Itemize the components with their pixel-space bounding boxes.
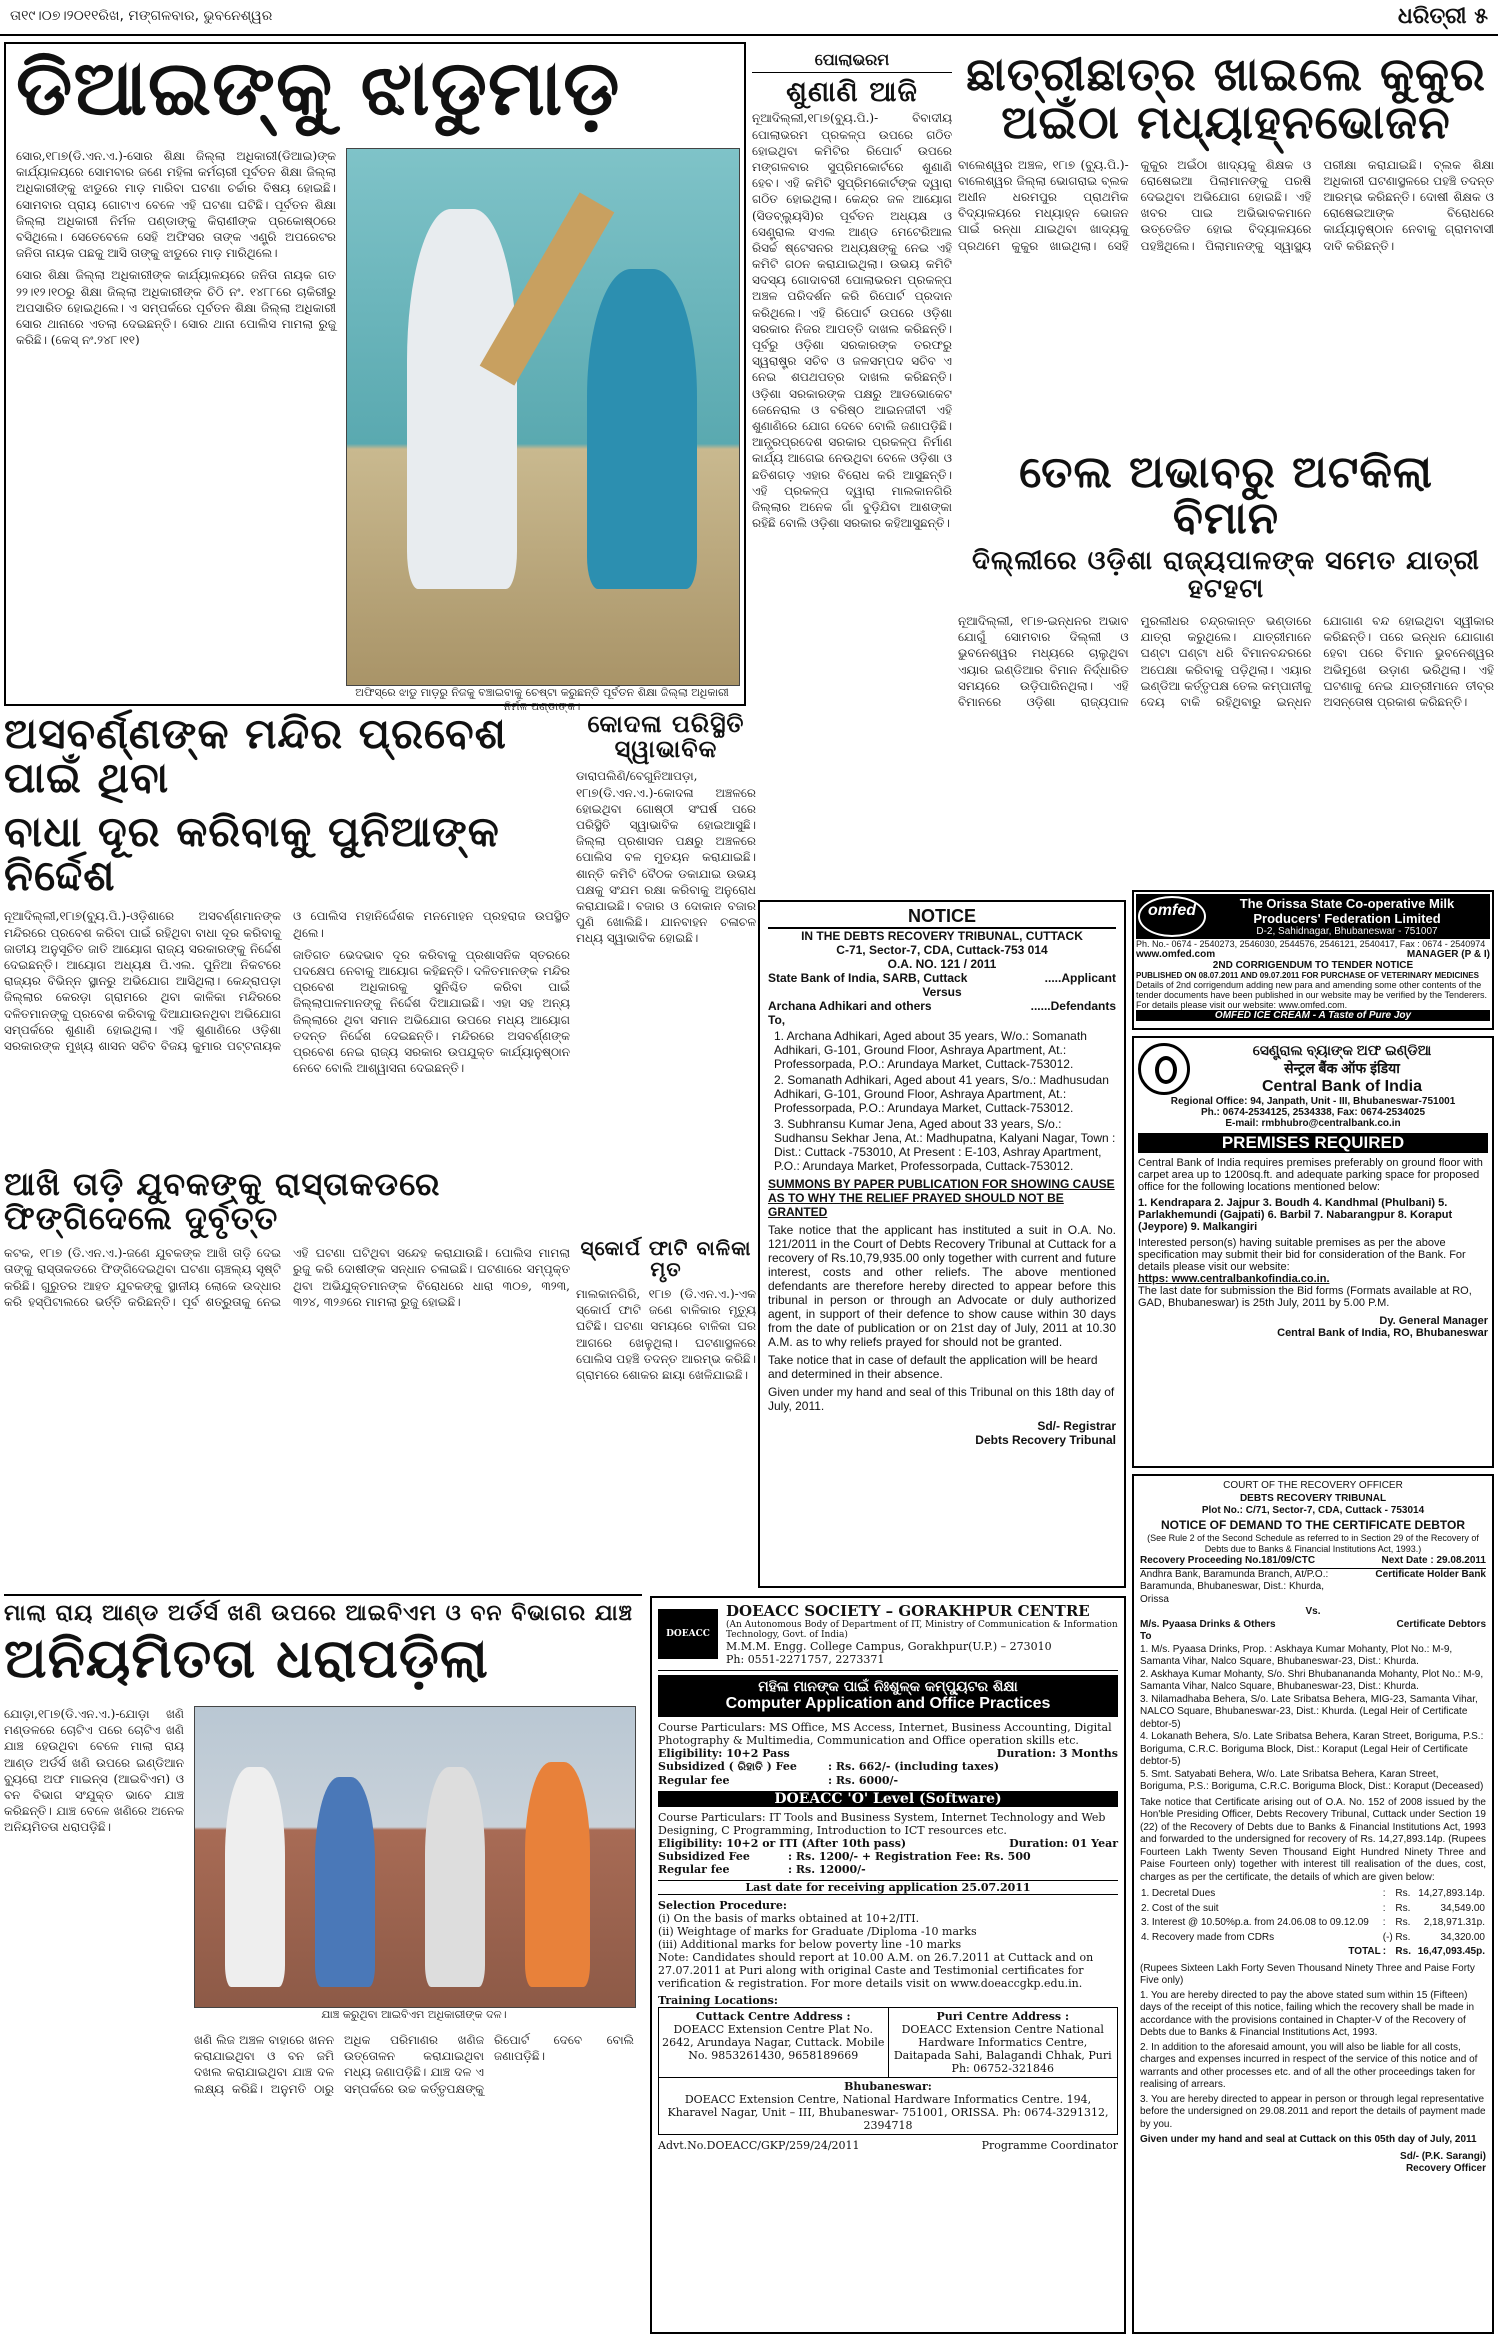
doeacc-bbsr-addr: DOEACC Extension Centre, National Hardware Informatics Centre. 194, Kharavel Nagar, Unit – III, Bhubaneswar- 751001, ORISSA. Ph: 0674-3291312, 2394718 <box>667 2093 1109 2132</box>
section-label: ଧରିତ୍ରୀ ୫ <box>1397 4 1488 29</box>
drt-address: C-71, Sector-7, CDA, Cuttack-753 014 <box>836 943 1048 957</box>
ad-omfed <box>1132 890 1494 1030</box>
drt-defendants: Archana Adhikari and others <box>768 999 932 1013</box>
cert-body: Take notice that Certificate arising out of O.A. No. 152 of 2008 issued by the Hon'ble Presiding Officer, Debts Recovery Tribunal, Cuttack under Section 19 (22) of the Recovery of Debts due to Banks & Financial Institutions Act, 1993 and forwarded to the undersigned for recovery of Rs. 14,27,893.14p. (Rupees Fourteen Lakh Twenty Seven Thousand Eight Hundred Ninety Three and Paise Fourteen only) together with interest till realisation of the dues, cost, charges as per the certificate, the details of which are given below: <box>1140 1796 1486 1883</box>
story-eye <box>4 1165 570 1588</box>
temple-headline-1: ଅସବର୍ଣ୍ଣଙ୍କ ମନ୍ଦିର ପ୍ରବେଶ ପାଇଁ ଥିବା <box>4 709 507 803</box>
drt-person-3: 3. Subhransu Kumar Jena, Aged about 33 years, S/o.: Sudhansu Sekhar Jena, At.: Madhupatna, Kalyani Nagar, Town : Dist.: Cuttack -753010, At Present : E-103, Ashray Apartment, P.O.: Arundaya Market, Professorpada, Cuttack-753012. <box>774 1117 1116 1173</box>
doeacc-c1-subs: Subsidized ( ରିହାତି ) Fee <box>658 1760 797 1773</box>
person-figure-2 <box>315 1777 375 1987</box>
mining-body-left: ଯୋଡ଼ା,୧୮ା୭(ଡି.ଏନ.ଏ.)-ଯୋଡ଼ା ଖଣି ମଣ୍ଡଳରେ ଚୋଟିଏ ପରେ ଚୋଟିଏ ଖଣି ଯାଞ୍ଚ ହେଉଥିବା ବେଳେ ମାଲା ରାୟ ଆଣ୍ଡ ଅର୍ଡର୍ସ ଖଣି ଉପରେ ଇଣ୍ଡିଆନ ବ୍ୟୁରୋ ଅଫ ମାଇନ୍ସ (ଆଇବିଏମ) ଓ ବନ ବିଭାଗ ସଂଯୁକ୍ତ ଭାବେ ଯାଞ୍ଚ କରିଛନ୍ତି। ଯାଞ୍ଚ ବେଳେ ଖଣିରେ ଅନେକ ଅନିୟମିତତା ଧରାପଡ଼ିଛି। <box>4 1707 184 1835</box>
child-body: ମାଲକାନଗିରି, ୧୮ା୭ (ଡି.ଏନ.ଏ.)-ଏକ ସ୍କୋର୍ପ ଫାଟି ଜଣେ ବାଳିକାର ମୃତ୍ୟୁ ଘଟିଛି। ଘଟଣା ସମୟରେ ବାଳିକା ଘର ଆଗରେ ଖେଳୁଥିଲା। ଘଟଣାସ୍ଥଳରେ ପୋଲିସ ପହଞ୍ଚି ତଦନ୍ତ ଆରମ୍ଭ କରିଛି। ଗ୍ରାମରେ ଶୋକର ଛାୟା ଖେଳିଯାଇଛି। <box>576 1287 756 1382</box>
drt-applicant: State Bank of India, SARB, Cuttack <box>768 971 968 985</box>
cert-debtors-label: M/s. Pyaasa Drinks & Others <box>1140 1618 1276 1630</box>
mining-kicker: ମାଲା ରାୟ ଆଣ୍ଡ ଅର୍ଡର୍ସ ଖଣି ଉପରେ ଆଇବିଏମ ଓ ବନ ବିଭାଗର ଯାଞ୍ଚ <box>4 1601 633 1626</box>
kodala-headline-2: ସ୍ୱାଭାବିକ <box>614 735 718 764</box>
omfed-title-2: Producers' Federation Limited <box>1253 911 1441 926</box>
mining-photo <box>194 1706 636 2008</box>
table-cell: Rs. <box>1395 1902 1411 1914</box>
doeacc-bbsr-title: Bhubaneswar: <box>844 2080 932 2093</box>
cbi-body: Central Bank of India requires premises preferably on ground floor with carpet area up to 1200sq.ft. and adequate parking space for proposed office for the following locations mentioned below: <box>1138 1157 1483 1193</box>
doeacc-phone: Ph: 0551-2271757, 2273371 <box>726 1653 885 1666</box>
cbi-body-2: Interested person(s) having suitable premises as per the above specification may submit their bid for consideration of the Bank. For details please visit our website: <box>1138 1237 1466 1273</box>
eye-headline: ଆଖି ତାଡ଼ି ଯୁବକଙ୍କୁ ରାସ୍ତାକଡରେ ଫିଙ୍ଗିଦେଲେ ଦୁର୍ବୃତ୍ତ <box>4 1165 441 1237</box>
doeacc-logo: DOEACC <box>658 1609 718 1659</box>
table-cell: (-) <box>1382 1931 1393 1943</box>
cert-point-3: 3. You are hereby directed to appear in person or through legal representative before the undersigned on 29.08.2011 and report the details of payment made by you. <box>1140 2093 1486 2130</box>
drt-body: Take notice that the applicant has instituted a suit in O.A. No. 121/2011 in the Court of Debts Recovery Tribunal at Cuttack for a recovery of Rs.10,79,935.00 only together with current and future interest, costs and other reliefs. The above mentioned defendants are therefore hereby directed to appear before this tribunal in person or through an Advocate or duly authorized agent, in support of their defence to show cause within 30 days from the date of publication or on 21st day of July, 2011 at 10.30 A.M. as to why reliefs prayed for should not be granted. <box>768 1223 1116 1349</box>
table-cell: : <box>1382 1888 1386 1899</box>
table-row <box>1140 1916 1486 1931</box>
omfed-corr-sub: PUBLISHED ON 08.07.2011 AND 09.07.2011 FOR PURCHASE OF VETERINARY MEDICINES <box>1136 971 1479 980</box>
table-cell <box>1140 1945 1151 1960</box>
doeacc-sel-note: Note: Candidates should report at 10.00 A.M. on 26.7.2011 at Cuttack and on 27.07.2011 at Puri along with original Caste and Testimonial certificates for verification & registration. For more details visit on www.doeaccgkp.edu.in. <box>658 1951 1094 1990</box>
cbi-locations: 1. Kendrapara 2. Jajpur 3. Boudh 4. Kandhmal (Phulbani) 5. Parlakhemundi (Gajpati) 6. Barbil 7. Nabarangpur 8. Koraput (Jeypore) 9. Malkangiri <box>1138 1197 1453 1233</box>
story-child <box>576 1238 756 1588</box>
table-cell: : <box>1382 1917 1386 1928</box>
cbi-web[interactable]: https: www.centralbankofindia.co.in. <box>1138 1273 1330 1285</box>
table-row <box>1140 1931 1486 1946</box>
woman-figure <box>587 269 697 589</box>
doeacc-adv: Advt.No.DOEACC/GKP/259/24/2011 <box>658 2139 860 2152</box>
mdm-headline-2: ଅଇଁଠା ମଧ୍ୟାହ୍ନଭୋଜନ <box>1001 95 1451 150</box>
kodala-body: ଡାରାପଲିଣି/ବେଗୁନିଆପଡ଼ା, ୧୮ା୭(ଡି.ଏନ.ଏ.)-କୋଦଳା ଅଞ୍ଚଳରେ ହୋଇଥିବା ଗୋଷ୍ଠୀ ସଂଘର୍ଷ ପରେ ପରିସ୍ଥିତି ସ୍ୱାଭାବିକ ହୋଇଆସୁଛି। ଜିଲ୍ଲା ପ୍ରଶାସନ ପକ୍ଷରୁ ଅଞ୍ଚଳରେ ପୋଲିସ ବଳ ମୁତୟନ କରାଯାଇଛି। ଶାନ୍ତି କମିଟି ବୈଠକ ଡକାଯାଇ ଉଭୟ ପକ୍ଷକୁ ସଂଯମ ରକ୍ଷା କରିବାକୁ ଅନୁରୋଧ କରାଯାଇଛି। ବଜାର ଓ ଦୋକାନ ବଜାର ପୁଣି ଖୋଲିଛି। ଯାନବାହନ ଚଳାଚଳ ମଧ୍ୟ ସ୍ୱାଭାବିକ ହୋଇଛି। <box>576 769 756 946</box>
story-di-para-1: ସୋର,୧୮ା୭(ଡି.ଏନ.ଏ.)-ସୋର ଶିକ୍ଷା ଜିଲ୍ଲା ଅଧିକାରୀ(ଡିଆଇ)ଙ୍କ କାର୍ଯ୍ୟାଳୟରେ ସୋମବାର ଜଣେ ମହିଳା କର୍ମଚାରୀ ପୂର୍ବତନ ଶିକ୍ଷା ଜିଲ୍ଲା ଅଧିକାରୀଙ୍କୁ ଝାଡୁରେ ମାଡ଼ ମାରିବା ଘଟଣା ଚର୍ଚ୍ଚାର ବିଷୟ ହୋଇଛି। ସୋମବାର ପ୍ରାୟ ଗୋଟାଏ ବେଳେ ଏହି ଘଟଣା ଘଟିଛି। ପୂର୍ବତନ ଶିକ୍ଷା ଜିଲ୍ଲା ଅଧିକାରୀ ନିର୍ମଳ ପଣ୍ଡାଙ୍କୁ କିରାଣୀଙ୍କ ପ୍ରକୋଷ୍ଠରେ ବସିଥିଲେ। ସେତେବେଳେ ସେହି ଅଫିସର ତାଙ୍କ ଏଣ୍ଟ୍ରି ଅପରେଟର ଜନିତା ନାୟକ ପଛକୁ ଆସି ତାଙ୍କୁ ଝାଡୁରେ ମାଡ଼ ମାରିଥିଲେ। <box>16 149 336 261</box>
cert-point-1: 1. You are hereby directed to pay the above stated sum within 15 (Fifteen) days of the receipt of this notice, failing which the recovery shall be made in accordance with the provisions contained in Chapter-V of the Recovery of Debts due to Banks & Financial Institutions Act, 1993. <box>1140 1989 1475 2038</box>
kodala-headline-1: କୋଦଳା ପରିସ୍ଥିତି <box>587 710 745 738</box>
mdm-headline-1: ଛାତ୍ରୀଛାତ୍ର ଖାଇଲେ କୁକୁର <box>966 47 1486 101</box>
table-cell: Rs. <box>1395 1917 1411 1928</box>
cbi-sign-1: Dy. General Manager <box>1379 1315 1488 1327</box>
omfed-title-1: The Orissa State Co-operative Milk <box>1239 896 1455 911</box>
drt-title: NOTICE <box>768 906 1116 929</box>
cbi-name-en: Central Bank of India <box>1261 1078 1423 1095</box>
plane-headline-2: ଦିଲ୍ଲୀରେ ଓଡ଼ିଶା ରାଜ୍ୟପାଳଙ୍କ ସମେତ ଯାତ୍ରୀ ହଟହଟା <box>972 546 1480 604</box>
omfed-web[interactable]: www.omfed.com <box>1136 949 1216 960</box>
table-cell: 3. <box>1141 1917 1150 1928</box>
story-di-broom <box>4 42 746 714</box>
cert-debtor-3: 3. Nilamadhaba Behera, S/o. Late Sribatsa Behera, MIG-23, Samanta Vihar, NALCO Square, Bhubaneswar-23, Dist.: Khurda. (Legal Heir of Certificate debtor-5) <box>1140 1693 1478 1730</box>
eye-body: କଟକ, ୧୮ା୭ (ଡି.ଏନ.ଏ.)-ଜଣେ ଯୁବକଙ୍କ ଆଖି ତାଡ଼ି ଦେଇ ତାଙ୍କୁ ରାସ୍ତାକଡରେ ଫିଙ୍ଗିଦେଇଥିବା ଘଟଣା ଚାଞ୍ଚଲ୍ୟ ସୃଷ୍ଟି କରିଛି। ଗୁରୁତର ଆହତ ଯୁବକଙ୍କୁ ସ୍ଥାନୀୟ ଲୋକେ ଉଦ୍ଧାର କରି ହସ୍ପିଟାଲରେ ଭର୍ତ୍ତି କରିଛନ୍ତି। ପୂର୍ବ ଶତ୍ରୁତାକୁ ନେଇ ଏହି ଘଟଣା ଘଟିଥିବା ସନ୍ଦେହ କରାଯାଉଛି। ପୋଲିସ ମାମଲା ରୁଜୁ କରି ଦୋଷୀଙ୍କ ସନ୍ଧାନ ଚଳାଇଛି। ଘଟଣାରେ ସମ୍ପୃକ୍ତ ଥିବା ଅଭିଯୁକ୍ତମାନଙ୍କ ବିରୋଧରେ ଧାରା ୩୦୭, ୩୨୩, ୩୨୪, ୩୨୬ରେ ମାମଲା ରୁଜୁ ହୋଇଛି। <box>4 1246 570 1309</box>
doeacc-last-date: Last date for receiving application 25.07.2011 <box>658 1880 1118 1895</box>
doeacc-puri-addr: DOEACC Extension Centre National Hardware Informatics Centre, Daitapada Sahi, Balagandi Chhak, Puri Ph: 06752-321846 <box>893 2023 1112 2075</box>
cert-sign-2: Recovery Officer <box>1405 2163 1486 2174</box>
drt-court: IN THE DEBTS RECOVERY TRIBUNAL, CUTTACK <box>801 929 1083 943</box>
doeacc-cut-addr: DOEACC Extension Centre Plat No. 2642, Arundaya Nagar, Cuttack. Mobile No. 9853261430, 9658189669 <box>662 2023 885 2062</box>
cbi-body-3: The last date for submission the Bid forms (Formats available at RO, GAD, Bhubaneswar) is 25th July, 2011 by 5.00 P.M. <box>1138 1285 1472 1309</box>
cbi-office: Regional Office: 94, Janpath, Unit - III, Bhubaneswar-751001 <box>1170 1096 1456 1107</box>
story-di-para-2: ସୋର ଶିକ୍ଷା ଜିଲ୍ଲା ଅଧିକାରୀଙ୍କ କାର୍ଯ୍ୟାଳୟରେ ଜନିତା ନାୟକ ଗତ ୨୨।୧୨।୧୦ରୁ ଶିକ୍ଷା ଜିଲ୍ଲା ଅଧିକାରୀଙ୍କ ଚିଠି ନଂ. ୧୪୮୮ରେ ଚାକିରୀରୁ ଅପସାରିତ ହୋଇଥିଲେ। ଏ ସମ୍ପର୍କରେ ପୂର୍ବତନ ଶିକ୍ଷା ଜିଲ୍ଲା ଅଧିକାରୀ ସୋର ଥାନାରେ ଏତଲା ଦେଇଛନ୍ତି। ସୋର ଥାନା ପୋଲିସ ମାମଲା ରୁଜୁ କରିଛି। (କେସ୍ ନଂ.୨୪୮।୧୧) <box>16 268 336 348</box>
doeacc-banner-en: Computer Application and Office Practices <box>725 1695 1051 1712</box>
table-cell: Rs. <box>1395 1931 1411 1943</box>
ad-central-bank <box>1132 1036 1494 1468</box>
person-figure-4 <box>525 1762 590 1987</box>
omfed-tagline: OMFED ICE CREAM - A Taste of Pure Joy <box>1136 1010 1490 1021</box>
table-row <box>1140 1902 1486 1917</box>
temple-para-1: ନୂଆଦିଲ୍ଲୀ,୧୮ା୭(ବ୍ୟୁ.ପି.)-ଓଡ଼ିଶାରେ ଅସବର୍ଣ୍ଣମାନଙ୍କ ମନ୍ଦିରରେ ପ୍ରବେଶ କରିବା ପାଇଁ ରହିଥିବା ବାଧା ଦୂର କରିବାକୁ ଜାତୀୟ ଅନୁସୂଚିତ ଜାତି ଆୟୋଗ ରାଜ୍ୟ ସରକାରଙ୍କୁ ନିର୍ଦ୍ଦେଶ ଦେଇଛନ୍ତି। ଆୟୋଗ ଅଧ୍ୟକ୍ଷ ପି.ଏଲ. ପୁନିଆ ନିକଟରେ ରାଜ୍ୟର ବିଭିନ୍ନ ସ୍ଥାନରୁ ଅଭିଯୋଗ ଆସିଥିଲା। କେନ୍ଦ୍ରାପଡ଼ା ଜିଲ୍ଲାର କେରଡ଼ା ଗ୍ରାମରେ ଥିବା କାଳିକା ମନ୍ଦିରରେ ଦଳିତମାନଙ୍କୁ ପ୍ରବେଶ କରିବାକୁ ଦିଆଯାଉନଥିବା ଅଭିଯୋଗ ସମ୍ପର୍କରେ ଶୁଣାଣି ହୋଇଥିଲା। ଏହି ଶୁଣାଣିରେ ଓଡ଼ିଶା ସରକାରଙ୍କ ମୁଖ୍ୟ ଶାସନ ସଚିବ ବିଜୟ କୁମାର ପଟ୍ଟନାୟକ ଓ ପୋଲିସ ମହାନିର୍ଦ୍ଦେଶକ ମନମୋହନ ପ୍ରହରାଜ ଉପସ୍ଥିତ ଥିଲେ। <box>4 909 570 1053</box>
doeacc-puri-title: Puri Centre Address : <box>936 2010 1069 2023</box>
omfed-logo: omfed <box>1138 896 1206 937</box>
table-cell: 2. <box>1141 1902 1150 1914</box>
mining-caption: ଯାଞ୍ଚ କରୁଥିବା ଆଇବିଏମ ଅଧିକାରୀଙ୍କ ଦଳ। <box>321 2008 507 2021</box>
story-polavaram <box>752 50 952 890</box>
table-row <box>1140 1887 1486 1902</box>
cbi-sign-2: Central Bank of India, RO, Bhubaneswar <box>1277 1327 1488 1339</box>
table-cell: 4. <box>1141 1931 1150 1943</box>
cert-holder: Andhra Bank, Baramunda Branch, At/P.O.: Baramunda, Bhubaneswar, Dist.: Khurda, Orissa <box>1140 1568 1329 1605</box>
cert-to: To <box>1140 1631 1152 1642</box>
doeacc-c2-reg: Regular fee <box>658 1863 730 1876</box>
story-mining <box>4 1594 642 2334</box>
omfed-manager: MANAGER (P & I) <box>1406 949 1490 960</box>
doeacc-c2-dur: Duration: 01 Year <box>1009 1837 1118 1850</box>
doeacc-train-title: Training Locations: <box>658 1994 778 2007</box>
cert-rp: Recovery Proceeding No.181/09/CTC <box>1140 1555 1316 1566</box>
cert-debtor-2: 2. Askhaya Kumar Mohanty, S/o. Shri Bhubanananda Mohanty, Plot No.: M-9, Samanta Vihar, Nalco Square, Bhubaneswar-23, Dist.: Khurda. <box>1140 1668 1484 1692</box>
dateline: ତା୧୯।୦୭।୨୦୧୧ରିଖ, ମଙ୍ଗଳବାର, ଭୁବନେଶ୍ୱର <box>10 8 273 24</box>
notice-drt <box>758 900 1126 1588</box>
omfed-phone: Ph. No.- 0674 - 2540273, 2546030, 2544576, 2546121, 2540417, Fax : 0674 - 2540974 <box>1136 939 1486 949</box>
cbi-name-or: ସେଣ୍ଟ୍ରାଲ ବ୍ୟାଙ୍କ ଅଫ ଇଣ୍ଡିଆ <box>1252 1042 1432 1058</box>
mdm-body: ବାଲେଶ୍ୱର ଅଞ୍ଚଳ, ୧୮ା୭ (ବ୍ୟୁ.ପି.)-ବାଲେଶ୍ୱର ଜିଲ୍ଲା ଭୋଗରାଇ ବ୍ଲକ ଅଧୀନ ଧରମପୁର ପ୍ରାଥମିକ ବିଦ୍ୟାଳୟରେ ମଧ୍ୟାହ୍ନ ଭୋଜନ ପାଇଁ ରନ୍ଧା ଯାଇଥିବା ଖାଦ୍ୟକୁ ପ୍ରଥମେ କୁକୁର ଖାଇଥିଲା। ସେହି କୁକୁର ଅଇଁଠା ଖାଦ୍ୟକୁ ଶିକ୍ଷକ ଓ ରୋଷେଇଆ ପିଲାମାନଙ୍କୁ ପରଷି ଦେଇଥିବା ଅଭିଯୋଗ ହୋଇଛି। ଏହି ଖବର ପାଇ ଅଭିଭାବକମାନେ ଉତ୍ତେଜିତ ହୋଇ ବିଦ୍ୟାଳୟରେ ପହଞ୍ଚିଥିଲେ। ପିଲାମାନଙ୍କୁ ସ୍ୱାସ୍ଥ୍ୟ ପରୀକ୍ଷା କରାଯାଇଛି। ବ୍ଲକ ଶିକ୍ଷା ଅଧିକାରୀ ଘଟଣାସ୍ଥଳରେ ପହଞ୍ଚି ତଦନ୍ତ ଆରମ୍ଭ କରିଛନ୍ତି। ଦୋଷୀ ଶିକ୍ଷକ ଓ ରୋଷେଇଆଙ୍କ ବିରୋଧରେ କାର୍ଯ୍ୟାନୁଷ୍ଠାନ ନେବାକୁ ଗ୍ରାମବାସୀ ଦାବି କରିଛନ୍ତି। <box>958 157 1494 253</box>
table-cell: 2,18,971.31p. <box>1423 1917 1485 1928</box>
doeacc-c2-elig: Eligibility: 10+2 or ITI (After 10th pass) <box>658 1837 907 1850</box>
table-cell: Interest @ 10.50%p.a. from 24.06.08 to 09.12.09 <box>1151 1917 1369 1928</box>
cbi-email: E-mail: rmbhubro@centralbank.co.in <box>1225 1118 1401 1129</box>
doeacc-sub-1: (An Autonomous Body of Department of IT, Ministry of Communication & Information Technology, Govt. of India) <box>726 1620 1118 1640</box>
cert-next-date: Next Date : 29.08.2011 <box>1381 1555 1486 1566</box>
drt-body-2: Take notice that in case of default the application will be heard and determined in their absence. <box>768 1353 1098 1381</box>
story-di-caption: ଅଫିସ୍‌ରେ ଝାଡୁ ମାଡ଼ରୁ ନିଜକୁ ବଞ୍ଚାଇବାକୁ ଚେଷ୍ଟା କରୁଛନ୍ତି ପୂର୍ବତନ ଶିକ୍ଷା ଜିଲ୍ଲା ଅଧିକାରୀ ନିର୍ମଳ ପଣ୍ଡାଙ୍କ। <box>355 686 729 714</box>
cert-given: Given under my hand and seal at Cuttack on this 05th day of July, 2011 <box>1140 2134 1477 2145</box>
drt-to: To, <box>768 1013 786 1027</box>
temple-headline-2: ବାଧା ଦୂର କରିବାକୁ ପୁନିଆଙ୍କ ନିର୍ଦ୍ଦେଶ <box>4 807 500 901</box>
notice-certificate-debtor <box>1132 1474 1494 2334</box>
cert-point-2: 2. In addition to the aforesaid amount, you will also be liable for all costs, charges and expenses incurred in respect of the service of this notice and of warrants and other processes etc. and of all the other proceedings taken for realising of arrears. <box>1140 2041 1478 2090</box>
table-cell: Cost of the suit <box>1151 1902 1219 1914</box>
person-figure-1 <box>225 1767 285 1987</box>
omfed-addr: D-2, Sahidnagar, Bhubaneswar - 751007 <box>1256 926 1438 937</box>
temple-para-2: ଜାତିଗତ ଭେଦଭାବ ଦୂର କରିବାକୁ ପ୍ରଶାସନିକ ସ୍ତରରେ ପଦକ୍ଷେପ ନେବାକୁ ଆୟୋଗ କହିଛନ୍ତି। ଦଳିତମାନଙ୍କ ମନ୍ଦିର ପ୍ରବେଶ ଅଧିକାରକୁ ସୁନିଶ୍ଚିତ କରିବା ପାଇଁ ଜିଲ୍ଲାପାଳମାନଙ୍କୁ ନିର୍ଦ୍ଦେଶ ଦିଆଯାଇଛି। ଏହା ସହ ଅନ୍ୟ ଜିଲ୍ଲାରେ ଥିବା ସମାନ ଅଭିଯୋଗ ଉପରେ ମଧ୍ୟ ଆୟୋଗ ତଦନ୍ତ ନିର୍ଦ୍ଦେଶ ଦେଇଛନ୍ତି। ମନ୍ଦିରରେ ଅସବର୍ଣ୍ଣଙ୍କ ପ୍ରବେଶ ନେଇ ରାଜ୍ୟ ସରକାର ଉପଯୁକ୍ତ କାର୍ଯ୍ୟାନୁଷ୍ଠାନ ନେବେ ବୋଲି ଆଶ୍ୱାସନା ଦେଇଛନ୍ତି। <box>293 947 570 1076</box>
mining-headline: ଅନିୟମିତତା ଧରାପଡ଼ିଲା <box>4 1627 489 1691</box>
drt-body-3: Given under my hand and seal of this Tribunal on this 18th day of July, 2011. <box>768 1385 1115 1413</box>
cbi-banner: PREMISES REQUIRED <box>1138 1133 1488 1153</box>
person-figure-3 <box>425 1767 485 1987</box>
drt-sign-2: Debts Recovery Tribunal <box>975 1433 1116 1447</box>
doeacc-sel-title: Selection Procedure: <box>658 1899 787 1912</box>
cert-addr: Plot No.: C/71, Sector-7, CDA, Cuttack - 753014 <box>1201 1505 1425 1516</box>
cbi-logo-icon <box>1138 1043 1190 1095</box>
doeacc-c1-particulars: Course Particulars: MS Office, MS Access, Internet, Business Accounting, Digital Photography & Multimedia, Communication and Office operation skills etc. <box>658 1721 1112 1747</box>
doeacc-c2-title: DOEACC 'O' Level (Software) <box>658 1791 1118 1807</box>
story-di-body <box>16 148 336 698</box>
cert-subtitle: (See Rule 2 of the Second Schedule as referred to in Section 29 of the Recovery of Debts due to Banks & Financial Institutions Act, 1993.) <box>1147 1532 1479 1554</box>
temple-body <box>4 908 570 1208</box>
polavaram-body: ନୂଆଦିଲ୍ଲୀ,୧୮ା୭(ବ୍ୟୁ.ପି.)- ବିବାଦୀୟ ପୋଲାଭରମ ପ୍ରକଳ୍ପ ଉପରେ ଗଠିତ ହୋଇଥିବା କମିଟିର ରିପୋର୍ଟ ଉପରେ ମଙ୍ଗଳବାର ସୁପ୍ରିମକୋର୍ଟରେ ଶୁଣାଣି ହେବ। ଏହି କମିଟି ସୁପ୍ରିମକୋର୍ଟଙ୍କ ଦ୍ୱାରା ଗଠିତ ହୋଇଥିଲା। କେନ୍ଦ୍ର ଜଳ ଆୟୋଗ (ସିଡବ୍ଲ୍ୟୁସି)ର ପୂର୍ବତନ ଅଧ୍ୟକ୍ଷ ଓ ସେଣ୍ଟ୍ରାଲ ସଏଲ ଆଣ୍ଡ ମେଟେରିଆଲ ରିସର୍ଚ୍ଚ ଷ୍ଟେସନର ଅଧ୍ୟକ୍ଷଙ୍କୁ ନେଇ ଏହି କମିଟି ଗଠନ କରାଯାଇଥିଲା। ଉଭୟ କମିଟି ସଦସ୍ୟ ଗୋଦାବରୀ ପୋଲାଭରମ ପ୍ରକଳ୍ପ ଅଞ୍ଚଳ ପରିଦର୍ଶନ କରି ରିପୋର୍ଟ ପ୍ରଦାନ କରିଥିଲେ। ଏହି ରିପୋର୍ଟ ଉପରେ ଓଡ଼ିଶା ସରକାର ନିଜର ଆପତ୍ତି ଦାଖଲ କରିଛନ୍ତି। ପୂର୍ବରୁ ଓଡ଼ିଶା ସରକାରଙ୍କ ତରଫରୁ ସ୍ୱରାଷ୍ଟ୍ର ସଚିବ ଓ ଜଳସମ୍ପଦ ସଚିବ ଏ ନେଇ ଶପଥପତ୍ର ଦାଖଲ କରିଛନ୍ତି। ଓଡ଼ିଶା ସରକାରଙ୍କ ପକ୍ଷରୁ ଆଡଭୋକେଟ ଜେନେରାଲ ଓ ବରିଷ୍ଠ ଆଇନଜୀବୀ ଏହି ଶୁଣାଣିରେ ଯୋଗ ଦେବେ ବୋଲି ଜଣାପଡ଼ିଛି। ଆନ୍ଧ୍ରପ୍ରଦେଶ ସରକାର ପ୍ରକଳ୍ପ ନିର୍ମାଣ କାର୍ଯ୍ୟ ଆଗେଇ ନେଉଥିବା ବେଳେ ଓଡ଼ିଶା ଓ ଛତିଶଗଡ଼ ଏହାର ବିରୋଧ କରି ଆସୁଛନ୍ତି। ଏହି ପ୍ରକଳ୍ପ ଦ୍ୱାରା ମାଲକାନଗିରି ଜିଲ୍ଲାର ଅନେକ ଗାଁ ବୁଡ଼ିଯିବା ଆଶଙ୍କା ରହିଛି ବୋଲି ଓଡ଼ିଶା ସରକାର କହିଆସୁଛନ୍ତି। <box>752 111 952 531</box>
doeacc-c1-reg: Regular fee <box>658 1774 730 1787</box>
doeacc-sel-2: (ii) Weightage of marks for Graduate /Diploma -10 marks <box>658 1925 977 1938</box>
doeacc-c1-elig: Eligibility: 10+2 Pass <box>658 1747 790 1760</box>
story-plane <box>958 447 1494 890</box>
story-kodala <box>576 712 756 972</box>
omfed-corr-title: 2ND CORRIGENDUM TO TENDER NOTICE <box>1212 960 1414 971</box>
page-header <box>0 0 1498 36</box>
doeacc-sel-3: (iii) Additional marks for below poverty line -10 marks <box>658 1938 962 1951</box>
table-cell: 14,27,893.14p. <box>1418 1888 1485 1899</box>
cert-tribunal: DEBTS RECOVERY TRIBUNAL <box>1239 1492 1387 1504</box>
drt-summons-heading: SUMMONS BY PAPER PUBLICATION FOR SHOWING CAUSE AS TO WHY THE RELIEF PRAYED SHOULD NOT BE GRANTED <box>768 1177 1115 1219</box>
drt-oa: O.A. NO. 121 / 2011 <box>887 957 997 971</box>
table-cell: 34,320.00 <box>1440 1931 1485 1943</box>
cert-debtor-4: 4. Lokanath Behera, S/o. Late Sribatsa Behera, Karan Street, Boriguma, P.S.: Boriguma, C.R.C. Boriguma Block, Dist.: Koraput (Legal Heir of Certificate debtor-5) <box>1140 1731 1484 1767</box>
drt-defendants-role: ......Defendants <box>1030 999 1116 1013</box>
table-row <box>1140 1945 1486 1960</box>
story-midday-meal <box>958 47 1494 445</box>
polavaram-headline: ଶୁଣାଣି ଆଜି <box>786 75 918 108</box>
omfed-corr-body: Details of 2nd corrigendum adding new para and amending some other contents of the tender documents have been published in our website may be verified by the Tenderers. For details please visit our website: www.omfed.com. <box>1136 980 1488 1010</box>
cert-debtors-role: Certificate Debtors <box>1396 1618 1486 1630</box>
table-cell: : <box>1382 1902 1386 1914</box>
cert-sign-1: Sd/- (P.K. Sarangi) <box>1400 2150 1486 2162</box>
doeacc-banner-or: ମହିଳା ମାନଙ୍କ ପାଇଁ ନିଃଶୁଳ୍କ କମ୍ପ୍ୟୁଟର ଶିକ୍ଷା <box>758 1679 1018 1695</box>
cbi-phone: Ph.: 0674-2534125, 2534338, Fax: 0674-2534025 <box>1200 1107 1426 1118</box>
table-cell: Decretal Dues <box>1151 1888 1216 1899</box>
doeacc-sel-1: (i) On the basis of marks obtained at 10+2/ITI. <box>658 1912 920 1925</box>
ad-doeacc <box>650 1596 1126 2334</box>
cert-vs: Vs. <box>1305 1606 1321 1617</box>
doeacc-c2-subs: Subsidized Fee <box>658 1850 750 1863</box>
doeacc-sub-2: M.M.M. Engg. College Campus, Gorakhpur(U.P.) – 273010 <box>726 1640 1052 1653</box>
cert-debtor-1: 1. M/s. Pyaasa Drinks, Prop. : Askhaya Kumar Mohanty, Plot No.: M-9, Samanta Vihar, Nalco Square, Bhubaneswar-23, Dist.: Khurda. <box>1140 1643 1453 1667</box>
doeacc-cut-title: Cuttack Centre Address : <box>695 2010 851 2023</box>
table-cell: TOTAL <box>1348 1946 1381 1957</box>
plane-headline-1: ତେଲ ଅଭାବରୁ ଅଟକିଲା ବିମାନ <box>1019 447 1433 545</box>
polavaram-kicker: ପୋଲାଭରମ <box>752 50 952 73</box>
cert-debtor-5: 5. Smt. Satyabati Behera, W/o. Late Sribatsa Behera, Karan Street, Boriguma, P.S.: Boriguma, C.R.C. Boriguma Block, Dist.: Koraput (Deceased) <box>1140 1768 1484 1792</box>
table-cell: Rs. <box>1395 1888 1411 1899</box>
drt-person-1: 1. Archana Adhikari, Aged about 35 years, W/o.: Somanath Adhikari, G-101, Ground Floor, Ashraya Apartment, At.: Professorpada, P.O.: Arundaya Market, Cuttack-753012. <box>774 1029 1087 1071</box>
doeacc-c2-particulars: Course Particulars: IT Tools and Business System, Internet Technology and Web Designing, C Programming, Introduction to ICT resources etc. <box>658 1811 1106 1837</box>
doeacc-title: DOEACC SOCIETY – GORAKHPUR CENTRE <box>726 1602 1090 1620</box>
cert-court: COURT OF THE RECOVERY OFFICER <box>1223 1480 1403 1491</box>
story-temple <box>4 709 570 1164</box>
story-di-headline: ଡିଆଇଙ୍କୁ ଝାଡୁମାଡ଼ <box>16 43 621 132</box>
drt-versus: Versus <box>922 985 962 999</box>
drt-applicant-role: .....Applicant <box>1044 971 1116 985</box>
story-di-photo <box>346 148 740 686</box>
cert-title: NOTICE OF DEMAND TO THE CERTIFICATE DEBTOR <box>1160 1517 1465 1532</box>
man-figure <box>407 209 517 589</box>
table-cell: 1. <box>1141 1888 1150 1899</box>
cert-dues-table <box>1140 1887 1486 1960</box>
mining-body-right: ଖଣି ଲିଜ ଅଞ୍ଚଳ ବାହାରେ ଖନନ କରାଯାଇଥିବା ଓ ବନ ଜମି ଦଖଲ କରାଯାଇଥିବା ଯାଞ୍ଚ ଦଳ ଲକ୍ଷ୍ୟ କରିଛି। ଅନୁମତି ଠାରୁ ଅଧିକ ପରିମାଣର ଖଣିଜ ଉତ୍ତୋଳନ କରାଯାଇଥିବା ମଧ୍ୟ ଜଣାପଡ଼ିଛି। ଯାଞ୍ଚ ଦଳ ଏ ସମ୍ପର୍କରେ ଉଚ୍ଚ କର୍ତ୍ତୃପକ୍ଷଙ୍କୁ ରିପୋର୍ଟ ଦେବେ ବୋଲି ଜଣାପଡ଼ିଛି। <box>194 2033 634 2096</box>
child-headline: ସ୍କୋର୍ପ ଫାଟି ବାଳିକା ମୃତ <box>580 1236 752 1281</box>
doeacc-c2-subs-amt: : Rs. 1200/- + Registration Fee: Rs. 500 <box>788 1850 1031 1863</box>
doeacc-c1-dur: Duration: 3 Months <box>996 1747 1118 1760</box>
plane-body: ନୂଆଦିଲ୍ଲୀ, ୧୮ା୭-ଇନ୍ଧନର ଅଭାବ ଯୋଗୁଁ ସୋମବାର ଦିଲ୍ଲୀ ଓ ଭୁବନେଶ୍ୱର ମଧ୍ୟରେ ଚାଲୁଥିବା ଏୟାର ଇଣ୍ଡିଆର ବିମାନ ନିର୍ଦ୍ଧାରିତ ସମୟରେ ଉଡ଼ିପାରିନଥିଲା। ଏହି ବିମାନରେ ଓଡ଼ିଶା ରାଜ୍ୟପାଳ ମୁରଲୀଧର ଚନ୍ଦ୍ରକାନ୍ତ ଭଣ୍ଡାରେ ଯାତ୍ରା କରୁଥିଲେ। ଯାତ୍ରୀମାନେ ଘଣ୍ଟା ଘଣ୍ଟା ଧରି ବିମାନବନ୍ଦରରେ ଅପେକ୍ଷା କରିବାକୁ ପଡ଼ିଥିଲା। ଏୟାର ଇଣ୍ଡିଆ କର୍ତ୍ତୃପକ୍ଷ ତେଲ କମ୍ପାନୀକୁ ଦେୟ ବାକି ରହିଥିବାରୁ ଇନ୍ଧନ ଯୋଗାଣ ବନ୍ଦ ହୋଇଥିବା ସ୍ୱୀକାର କରିଛନ୍ତି। ପରେ ଇନ୍ଧନ ଯୋଗାଣ ହେବା ପରେ ବିମାନ ଭୁବନେଶ୍ୱର ଅଭିମୁଖେ ଉଡ଼ାଣ ଭରିଥିଲା। ଏହି ଘଟଣାକୁ ନେଇ ଯାତ୍ରୀମାନେ ତୀବ୍ର ଅସନ୍ତୋଷ ପ୍ରକାଶ କରିଛନ୍ତି। <box>958 613 1494 709</box>
table-cell: Recovery made from CDRs <box>1151 1931 1275 1943</box>
table-cell: 16,47,093.45p. <box>1417 1946 1485 1957</box>
table-cell: : <box>1382 1946 1387 1957</box>
cert-words: (Rupees Sixteen Lakh Forty Seven Thousand Ninety Three and Paise Forty Five only) <box>1140 1962 1475 1986</box>
doeacc-c1-reg-amt: : Rs. 6000/- <box>828 1774 899 1787</box>
doeacc-c2-reg-amt: : Rs. 12000/- <box>788 1863 866 1876</box>
doeacc-c1-subs-amt: : Rs. 662/- (including taxes) <box>828 1760 1000 1773</box>
table-cell: 34,549.00 <box>1440 1902 1485 1914</box>
drt-sign-1: Sd/- Registrar <box>1037 1419 1116 1433</box>
doeacc-coord: Programme Coordinator <box>981 2139 1118 2152</box>
table-cell: Rs. <box>1395 1946 1411 1957</box>
drt-person-2: 2. Somanath Adhikari, Aged about 41 years, S/o.: Madhusudan Adhikari, G-101, Ground Floor, Ashraya Apartment, At.: Professorpada, P.O.: Arundaya Market, Cuttack-753012. <box>774 1073 1109 1115</box>
cbi-name-hi: सेन्ट्रल बैंक ऑफ इंडिया <box>1284 1060 1400 1076</box>
cert-holder-role: Certificate Holder Bank <box>1375 1568 1486 1580</box>
